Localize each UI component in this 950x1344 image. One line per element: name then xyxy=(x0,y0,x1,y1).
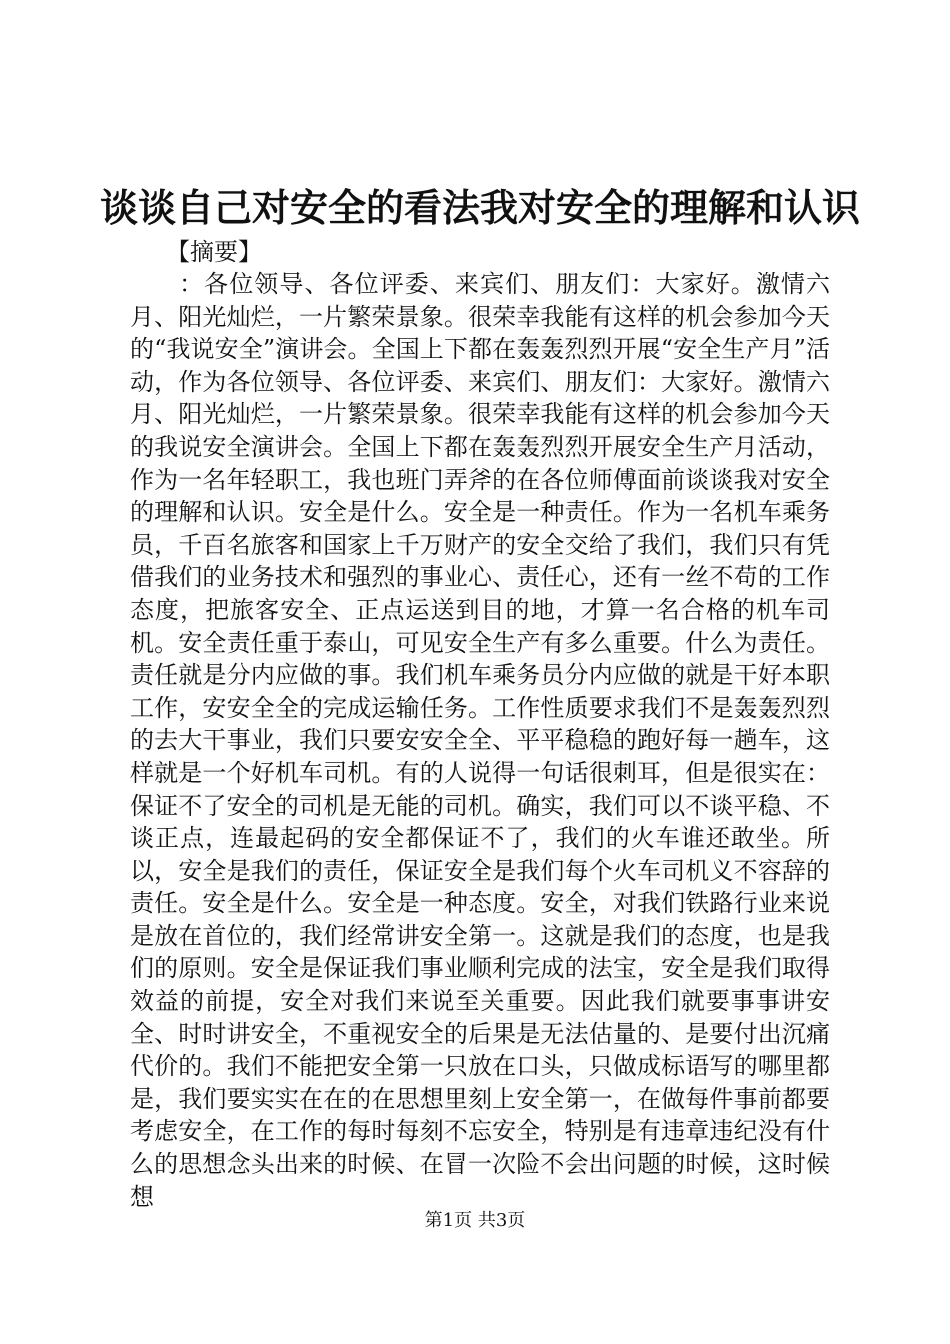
body-text: ：各位领导、各位评委、来宾们、朋友们：大家好。激情六月、阳光灿烂，一片繁荣景象。很荣幸我能有这样的机会参加今天的“我说安全”演讲会。全国上下都在轰轰烈烈开展“安全生产月”活动，作为各位领导、各位评委、来宾们、朋友们：大家好。激情六月、阳光灿烂，一片繁荣景象。很荣幸我能有这样的机会参加今天的我说安全演讲会。全国上下都在轰轰烈烈开展安全生产月活动，作为一名年轻职工，我也班门弄斧的在各位师傅面前谈谈我对安全的理解和认识。安全是什么。安全是一种责任。作为一名机车乘务员，千百名旅客和国家上千万财产的安全交给了我们，我们只有凭借我们的业务技术和强烈的事业心、责任心，还有一丝不苟的工作态度，把旅客安全、正点运送到目的地，才算一名合格的机车司机。安全责任重于泰山，可见安全生产有多么重要。什么为责任。责任就是分内应做的事。我们机车乘务员分内应做的就是干好本职工作，安安全全的完成运输任务。工作性质要求我们不是轰轰烈烈的去大干事业，我们只要安安全全、平平稳稳的跑好每一趟车，这样就是一个好机车司机。有的人说得一句话很刺耳，但是很实在：保证不了安全的司机是无能的司机。确实，我们可以不谈平稳、不谈正点，连最起码的安全都保证不了，我们的火车谁还敢坐。所以，安全是我们的责任，保证安全是我们每个火车司机义不容辞的责任。安全是什么。安全是一种态度。安全，对我们铁路行业来说是放在首位的，我们经常讲安全第一。这就是我们的态度，也是我们的原则。安全是保证我们事业顺利完成的法宝，安全是我们取得效益的前提，安全对我们来说至关重要。因此我们就要事事讲安全、时时讲安全，不重视安全的后果是无法估量的、是要付出沉痛代价的。我们不能把安全第一只放在口头，只做成标语写的哪里都是，我们要实实在在的在思想里刻上安全第一，在做每件事前都要考虑安全，在工作的每时每刻不忘安全，特别是有违章违纪没有什么的思想念头出来的时候、在冒一次险不会出问题的时候，这时候想 xyxy=(130,270,830,1211)
page-footer: 第1页 共3页 xyxy=(424,1210,526,1231)
abstract-label: 【摘要】 xyxy=(166,238,262,266)
document-body xyxy=(130,268,830,1213)
document-title: 谈谈自己对安全的看法我对安全的理解和认识 xyxy=(100,185,861,230)
